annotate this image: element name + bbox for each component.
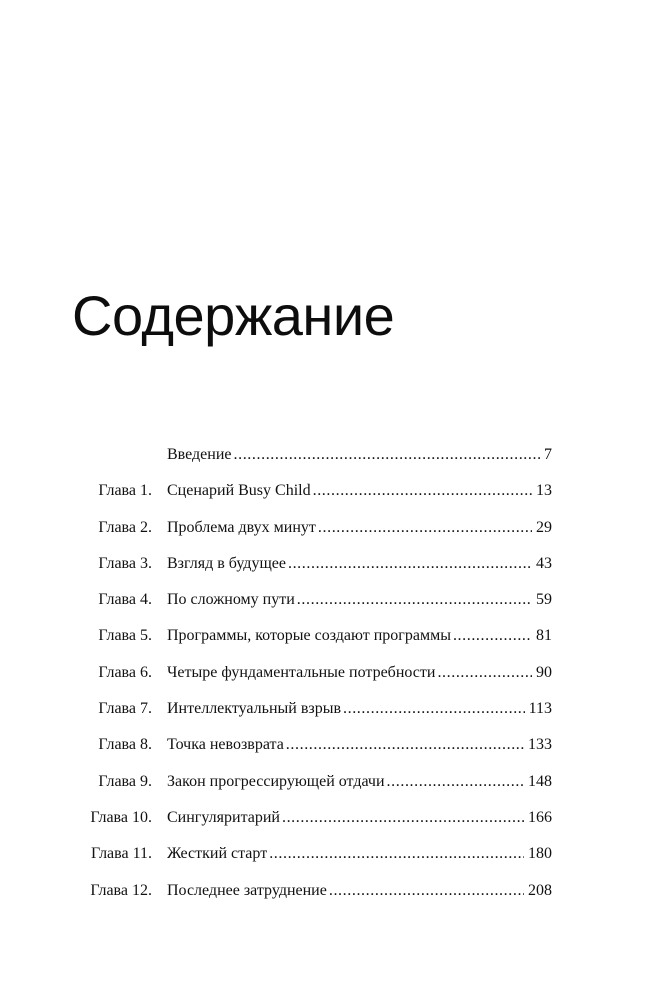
toc-entry-chapter-11[interactable]: [0, 836, 664, 872]
chapter-number: Глава 1.: [98, 482, 152, 500]
toc-entry-chapter-7[interactable]: [0, 691, 664, 727]
chapter-number: Глава 2.: [98, 518, 152, 536]
chapter-title: Интеллектуальный взрыв: [167, 700, 341, 718]
dot-leader: [437, 655, 532, 691]
chapter-number: Глава 9.: [98, 772, 152, 790]
chapter-title: Взгляд в будущее: [167, 554, 286, 572]
page-number: 166: [528, 808, 552, 826]
dot-leader: [288, 546, 532, 582]
toc-entry-chapter-9[interactable]: [0, 764, 664, 800]
chapter-number: Глава 11.: [91, 845, 152, 863]
chapter-number: Глава 7.: [98, 700, 152, 718]
chapter-number: Глава 8.: [98, 736, 152, 754]
chapter-title: Введение: [167, 446, 232, 463]
page-number: 13: [536, 482, 552, 500]
dot-leader: [297, 582, 532, 618]
chapter-title: По сложному пути: [167, 591, 295, 609]
page-number: 90: [536, 663, 552, 681]
toc-entry-chapter-3[interactable]: [0, 546, 664, 582]
dot-leader: [329, 873, 524, 909]
chapter-title: Жесткий старт: [167, 845, 268, 863]
dot-leader: [234, 437, 541, 473]
dot-leader: [387, 764, 524, 800]
page-number: 208: [528, 881, 552, 899]
toc-entry-chapter-10[interactable]: [0, 800, 664, 836]
chapter-title: Последнее затруднение: [167, 881, 327, 899]
chapter-title: Закон прогрессирующей отдачи: [167, 772, 385, 790]
table-of-contents: [0, 437, 664, 909]
page-number: 29: [536, 518, 552, 536]
dot-leader: [453, 618, 532, 654]
chapter-title: Четыре фундаментальные потребности: [167, 663, 436, 681]
dot-leader: [269, 836, 524, 872]
toc-entry-chapter-2[interactable]: [0, 510, 664, 546]
page-number: 180: [528, 845, 552, 863]
toc-entry-chapter-12[interactable]: [0, 873, 664, 909]
dot-leader: [286, 727, 524, 763]
dot-leader: [282, 800, 524, 836]
chapter-title: Проблема двух минут: [167, 518, 316, 536]
chapter-number: Глава 6.: [98, 663, 152, 681]
toc-entry-chapter-6[interactable]: [0, 655, 664, 691]
page-number: 113: [528, 700, 552, 718]
dot-leader: [313, 473, 532, 509]
chapter-number: Глава 10.: [90, 808, 152, 826]
chapter-number: Глава 4.: [98, 591, 152, 609]
toc-entry-chapter-5[interactable]: [0, 618, 664, 654]
page-number: 43: [536, 554, 552, 572]
chapter-number: Глава 5.: [98, 627, 152, 645]
chapter-title: Программы, которые создают программы: [167, 627, 451, 645]
page-number: 7: [544, 446, 552, 463]
chapter-title: Точка невозврата: [167, 736, 284, 754]
page-number: 133: [528, 736, 552, 754]
toc-entry-chapter-8[interactable]: [0, 727, 664, 763]
page-number: 59: [536, 591, 552, 609]
page-title: Содержание: [72, 284, 395, 347]
chapter-number: Глава 12.: [90, 881, 152, 899]
toc-entry-introduction[interactable]: [0, 437, 664, 473]
page-number: 148: [528, 772, 552, 790]
dot-leader: [318, 510, 532, 546]
toc-entry-chapter-4[interactable]: [0, 582, 664, 618]
dot-leader: [343, 691, 525, 727]
chapter-title: Сингуляритарий: [167, 808, 280, 826]
chapter-number: Глава 3.: [98, 554, 152, 572]
page-number: 81: [536, 627, 552, 645]
chapter-title: Сценарий Busy Child: [167, 482, 311, 500]
toc-entry-chapter-1[interactable]: [0, 473, 664, 509]
